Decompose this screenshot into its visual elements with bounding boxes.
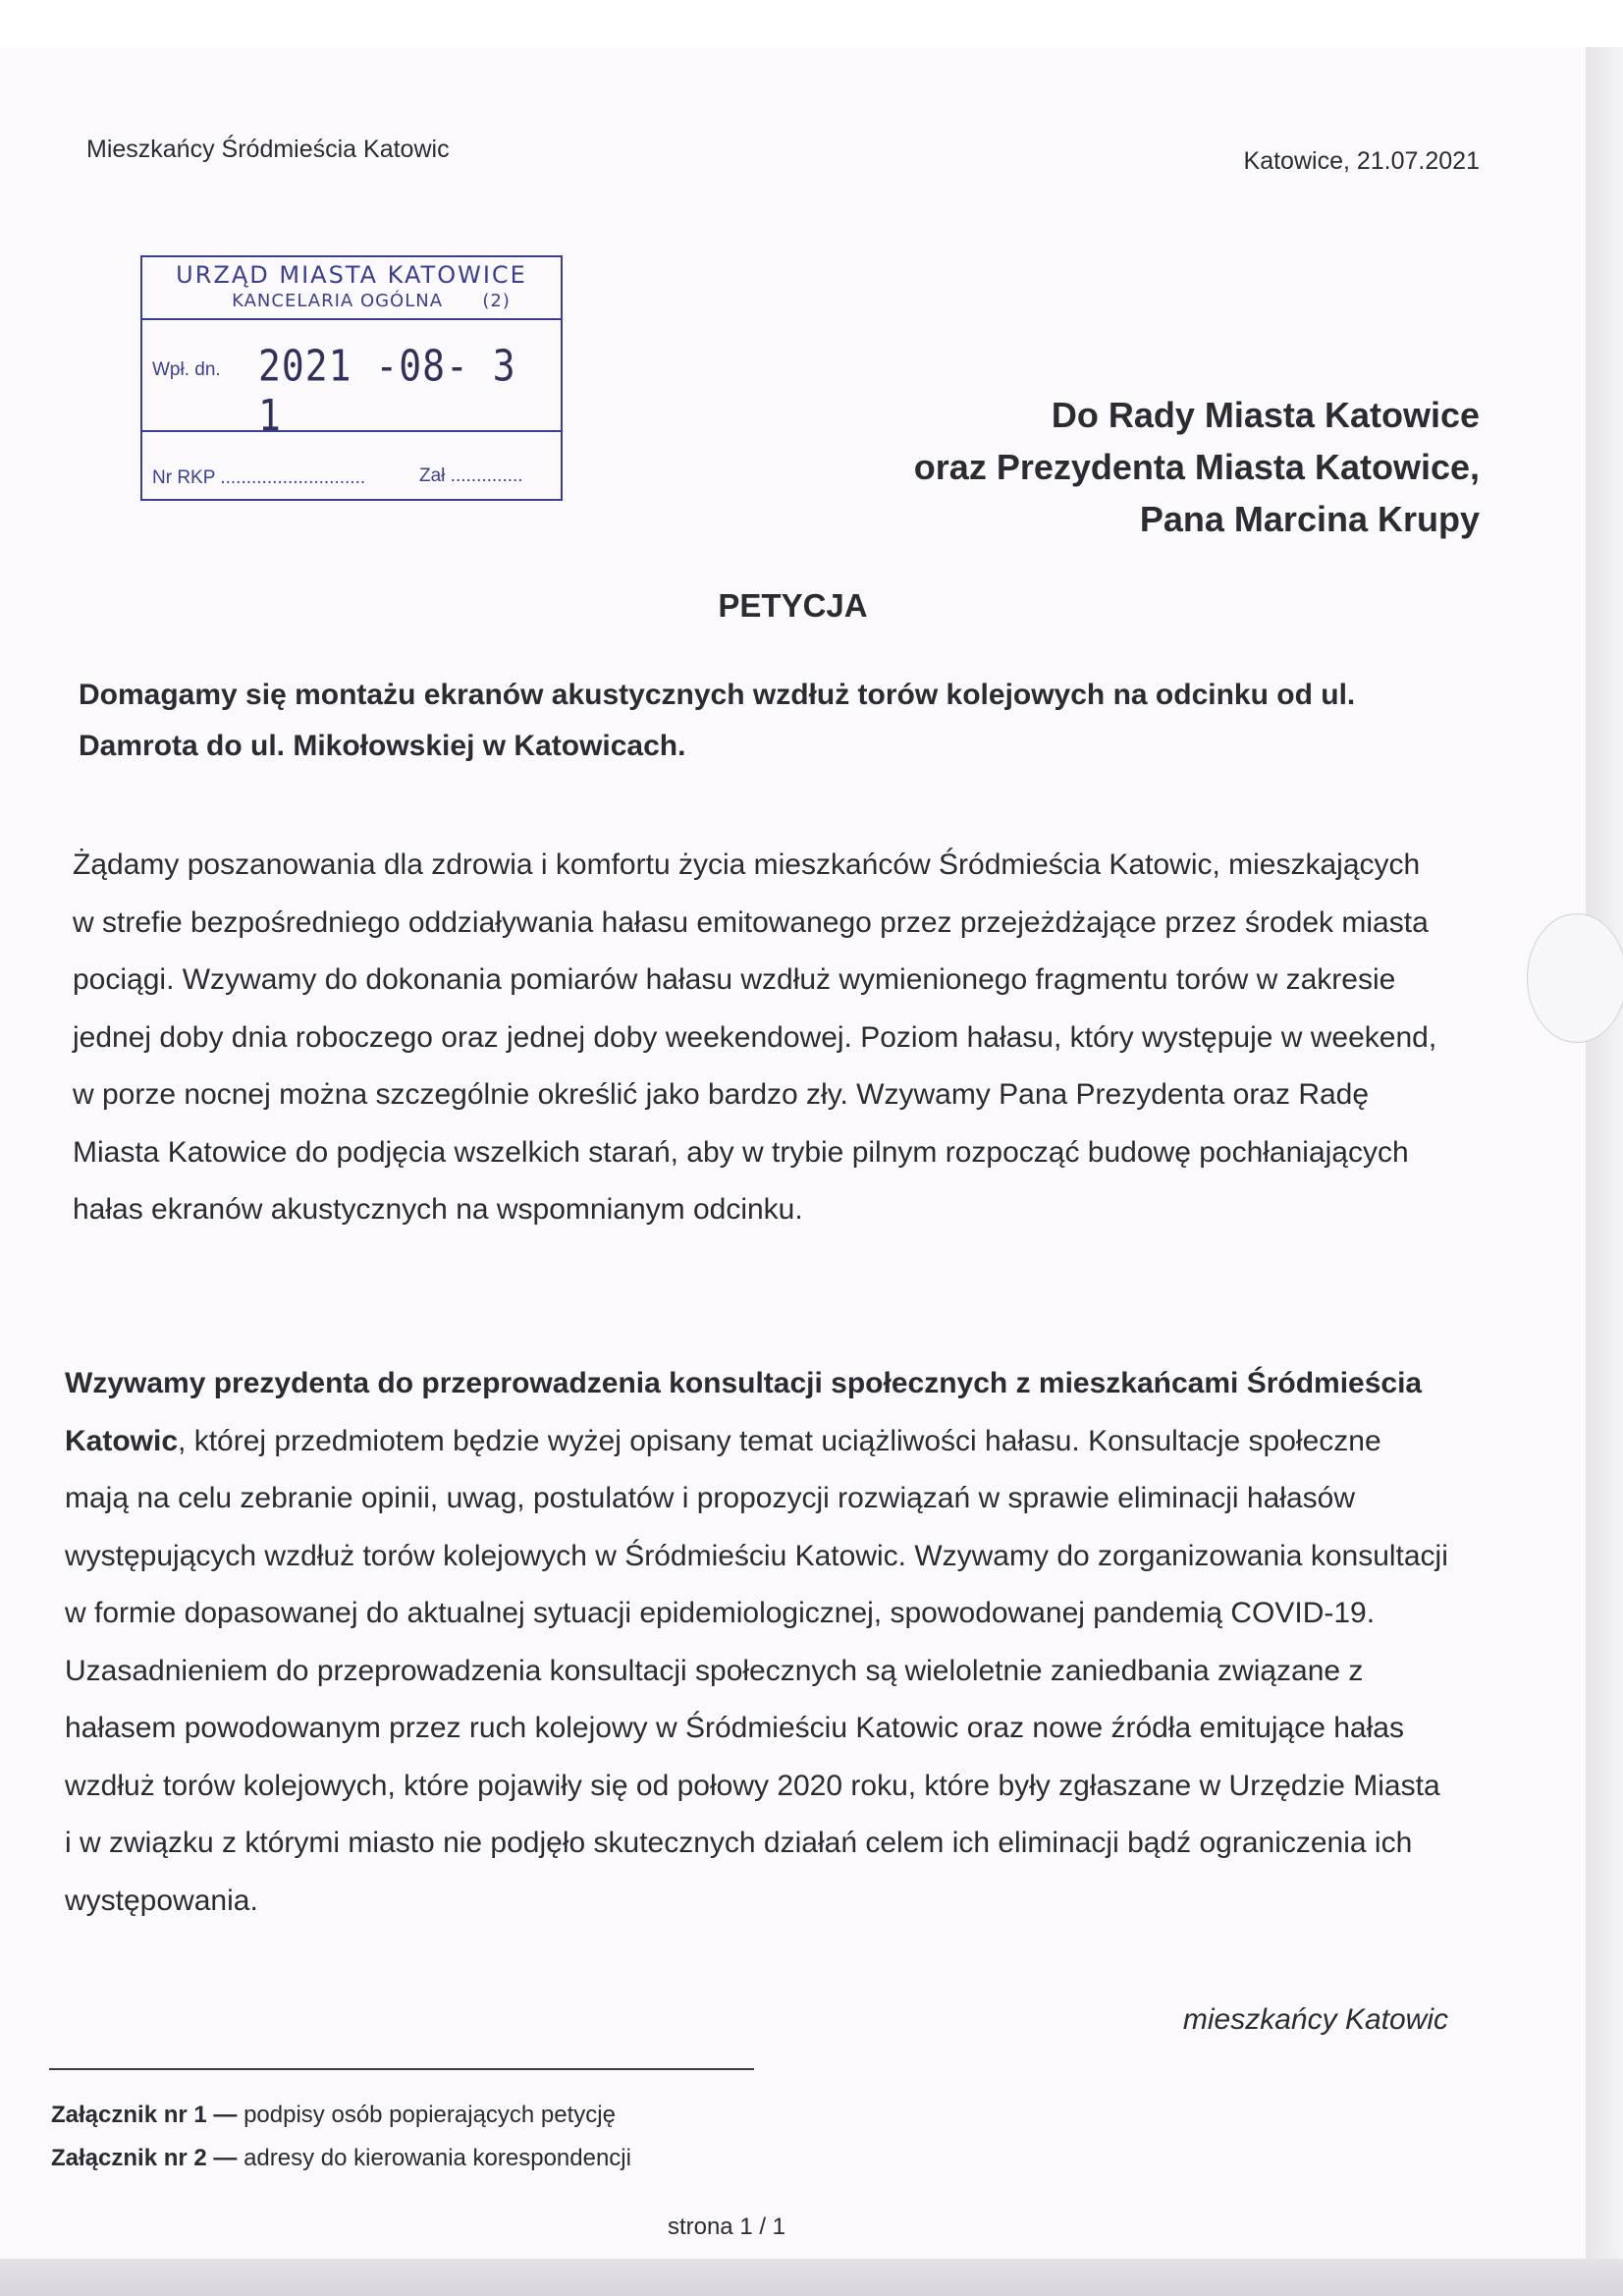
- attachment-item: [51, 2094, 631, 2137]
- sender: Mieszkańcy Śródmieścia Katowic: [86, 136, 450, 163]
- stamp-header: [142, 257, 561, 320]
- page-number: strona 1 / 1: [667, 2214, 786, 2240]
- paragraph-2-lead: Wzywamy prezydenta do przeprowadzenia konsultacji społecznych z mieszkańcami Śródmieścia Katowic: [65, 1367, 1423, 1457]
- stamp-received-date: 2021 -08- 3 1: [258, 341, 516, 441]
- paragraph-2-text: , której przedmiotem będzie wyżej opisany temat uciążliwości hałasu. Konsultacje społeczne mają na celu zebranie opinii, uwag, postulatów i propozycji rozwiązań w sprawie eliminacji hałasów występujących wzdłuż torów kolejowych w Śródmieściu Katowic. Wzywamy do zorganizowania konsultacji w formie dopasowanej do aktualnej sytuacji epidemiologicznej, spowodowanej pandemią COVID-19. Uzasadnieniem do przeprowadzenia konsultacji społecznych są wieloletnie zaniedbania związane z hałasem powodowanym przez ruch kolejowy w Śródmieściu Katowic oraz nowe źródła emitujące hałas wzdłuż torów kolejowych, które pojawiły się od połowy 2020 roku, które były zgłaszane w Urzędzie Miasta i w związku z którymi miasto nie podjęło skutecznych działań celem ich eliminacji bądź ograniczenia ich występowania.: [65, 1424, 1448, 1917]
- stamp-received-row: [142, 320, 561, 441]
- attachment-item: [51, 2137, 631, 2180]
- recipient-block: [914, 389, 1480, 545]
- attachment-text: podpisy osób popierających petycję: [237, 2102, 616, 2128]
- scan-right-edge: [1586, 47, 1623, 2296]
- stamp-attachment-field: Zał ..............: [419, 465, 523, 486]
- scan-bottom-edge: [0, 2259, 1623, 2296]
- recipient-line: oraz Prezydenta Miasta Katowice,: [913, 447, 1480, 487]
- place-date: Katowice, 21.07.2021: [1243, 147, 1480, 175]
- attachments-divider: [49, 2068, 754, 2070]
- stamp-chancery-number: (2): [482, 291, 511, 311]
- stamp-rkp-field: Nr RKP ............................: [152, 467, 366, 488]
- document-title: PETYCJA: [718, 587, 868, 624]
- attachment-label: Załącznik nr 1 —: [51, 2102, 238, 2128]
- body-paragraph-2: [65, 1355, 1449, 1930]
- document-page: [0, 47, 1586, 2286]
- recipient-line: Do Rady Miasta Katowice: [1051, 395, 1480, 435]
- stamp-chancery-name: KANCELARIA OGÓLNA: [232, 291, 444, 311]
- stamp-footer-row: [142, 432, 561, 499]
- recipient-line: Pana Marcina Krupy: [1139, 499, 1480, 539]
- attachments-list: [51, 2094, 631, 2180]
- punch-hole: [1527, 913, 1623, 1043]
- stamp-received-label: Wpł. dn.: [152, 359, 221, 380]
- body-paragraph-1: Żądamy poszanowania dla zdrowia i komfortu życia mieszkańców Śródmieścia Katowic, mieszkających w strefie bezpośredniego oddziaływania hałasu emitowanego przez przejeżdżające przez środek miasta pociągi. Wzywamy do dokonania pomiarów hałasu wzdłuż wymienionego fragmentu torów w zakresie jednej doby dnia roboczego oraz jednej doby weekendowej. Poziom hałasu, który występuje w weekend, w porze nocnej można szczególnie określić jako bardzo zły. Wzywamy Pana Prezydenta oraz Radę Miasta Katowice do podjęcia wszelkich starań, aby w trybie pilnym rozpocząć budowę pochłaniających hałas ekranów akustycznych na wspomnianym odcinku.: [73, 848, 1437, 1226]
- demand-statement: Domagamy się montażu ekranów akustycznych wzdłuż torów kolejowych na odcinku od ul. Damrota do ul. Mikołowskiej w Katowicach.: [79, 679, 1356, 762]
- stamp-office-name: URZĄD MIASTA KATOWICE: [176, 261, 527, 289]
- registry-stamp: [140, 255, 563, 501]
- attachment-label: Załącznik nr 2 —: [51, 2145, 238, 2171]
- stamp-chancery-line: [142, 291, 561, 311]
- attachment-text: adresy do kierowania korespondencji: [237, 2145, 631, 2171]
- signature: mieszkańcy Katowic: [1182, 2003, 1448, 2036]
- scan-top-margin: [0, 0, 1623, 47]
